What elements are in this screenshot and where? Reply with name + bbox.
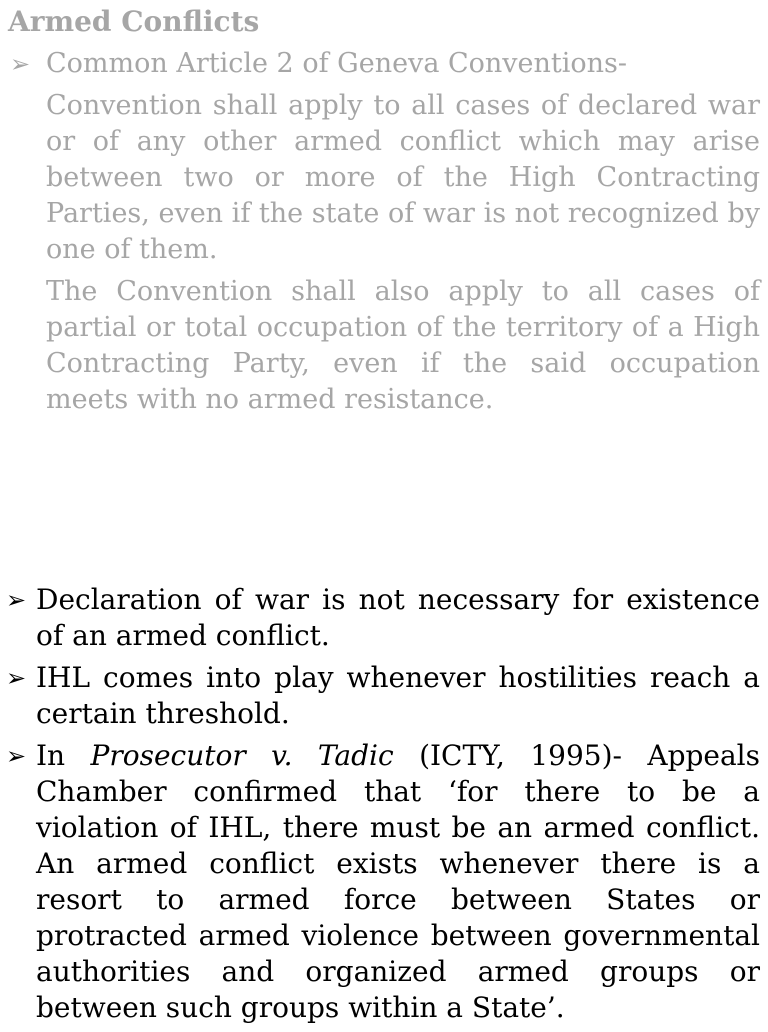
- convention-paragraph-2: The Convention shall also apply to all cases of partial or total occupation of the territory of a High Contracting Party, even if the said occupation meets with no armed resistance.: [46, 276, 760, 415]
- grey-bullet-item: [0, 46, 760, 82]
- common-article-section: [0, 46, 760, 418]
- bullet-text: IHL comes into play whenever hostilities reach a certain threshold.: [36, 661, 760, 730]
- bullet-list: [0, 582, 760, 1032]
- arrow-bullet-icon: ➢: [6, 742, 27, 770]
- grey-bullet-text: Common Article 2 of Geneva Conventions-: [46, 48, 628, 79]
- bullet-text: Declaration of war is not necessary for existence of an armed conflict.: [36, 583, 760, 652]
- list-item: [0, 660, 760, 732]
- arrow-bullet-icon: ➢: [10, 50, 31, 78]
- page-title: Armed Conflicts: [8, 5, 260, 38]
- convention-paragraph-1: Convention shall apply to all cases of declared war or of any other armed conflict which may arise between two or more of the High Contracting Parties, even if the state of war is not recognized by one of them.: [46, 90, 760, 265]
- list-item: [0, 582, 760, 654]
- arrow-bullet-icon: ➢: [6, 586, 27, 614]
- bullet-text: (ICTY, 1995)- Appeals Chamber confirmed that ‘for there to be a violation of IHL, there must be an armed conflict. An armed conflict exists whenever there is a resort to armed force between States or protracted armed violence between governmental authorities and organized armed groups or between such groups within a State’.: [36, 739, 761, 1024]
- arrow-bullet-icon: ➢: [6, 664, 27, 692]
- bullet-prefix: In: [36, 739, 91, 772]
- list-item: [0, 738, 760, 1026]
- case-name: Prosecutor v. Tadic: [90, 739, 394, 772]
